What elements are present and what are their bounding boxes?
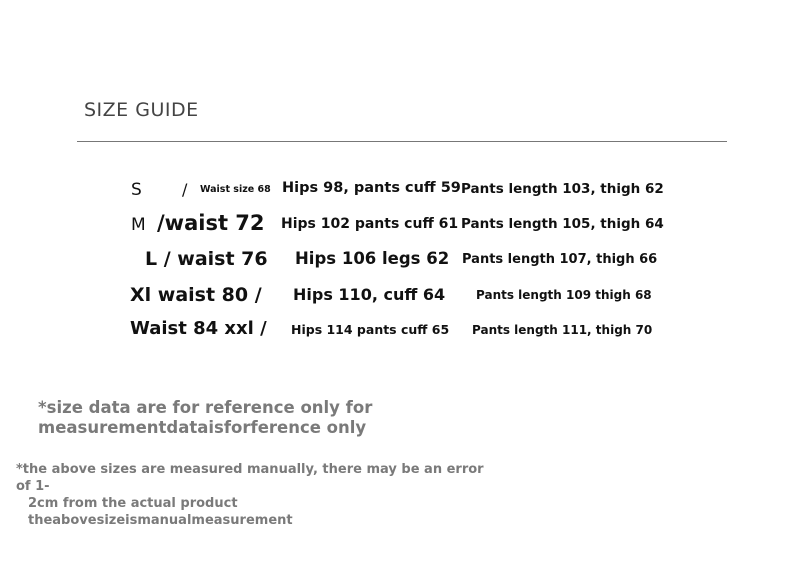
measurement-note-line2: 2cm from the actual product theabovesizeismanualmeasurement — [28, 496, 293, 528]
size-label-m: M — [131, 215, 146, 235]
waist-xl: Xl waist 80 / — [130, 284, 262, 306]
length-xl: Pants length 109 thigh 68 — [476, 288, 652, 302]
waist-s: Waist size 68 — [200, 184, 271, 195]
length-s: Pants length 103, thigh 62 — [461, 181, 664, 197]
title-divider — [77, 141, 727, 142]
length-xxl: Pants length 111, thigh 70 — [472, 323, 653, 337]
length-m: Pants length 105, thigh 64 — [461, 216, 664, 232]
measurement-note-line1: *the above sizes are measured manually, there may be an error of 1- — [16, 462, 484, 494]
hips-xl: Hips 110, cuff 64 — [293, 285, 446, 304]
hips-m: Hips 102 pants cuff 61 — [281, 216, 459, 232]
measurement-note — [16, 461, 496, 529]
reference-note: *size data are for reference only for measurementdataisforference only — [38, 398, 373, 437]
size-separator: / — [182, 180, 188, 199]
size-label-s: S — [131, 180, 142, 200]
length-l: Pants length 107, thigh 66 — [462, 252, 658, 267]
page-title: SIZE GUIDE — [84, 99, 199, 121]
waist-xxl: Waist 84 xxl / — [130, 318, 267, 339]
hips-l: Hips 106 legs 62 — [295, 249, 450, 268]
hips-xxl: Hips 114 pants cuff 65 — [291, 322, 450, 337]
waist-l: L / waist 76 — [145, 248, 268, 270]
hips-s: Hips 98, pants cuff 59 — [282, 180, 461, 196]
waist-m: /waist 72 — [157, 211, 265, 235]
